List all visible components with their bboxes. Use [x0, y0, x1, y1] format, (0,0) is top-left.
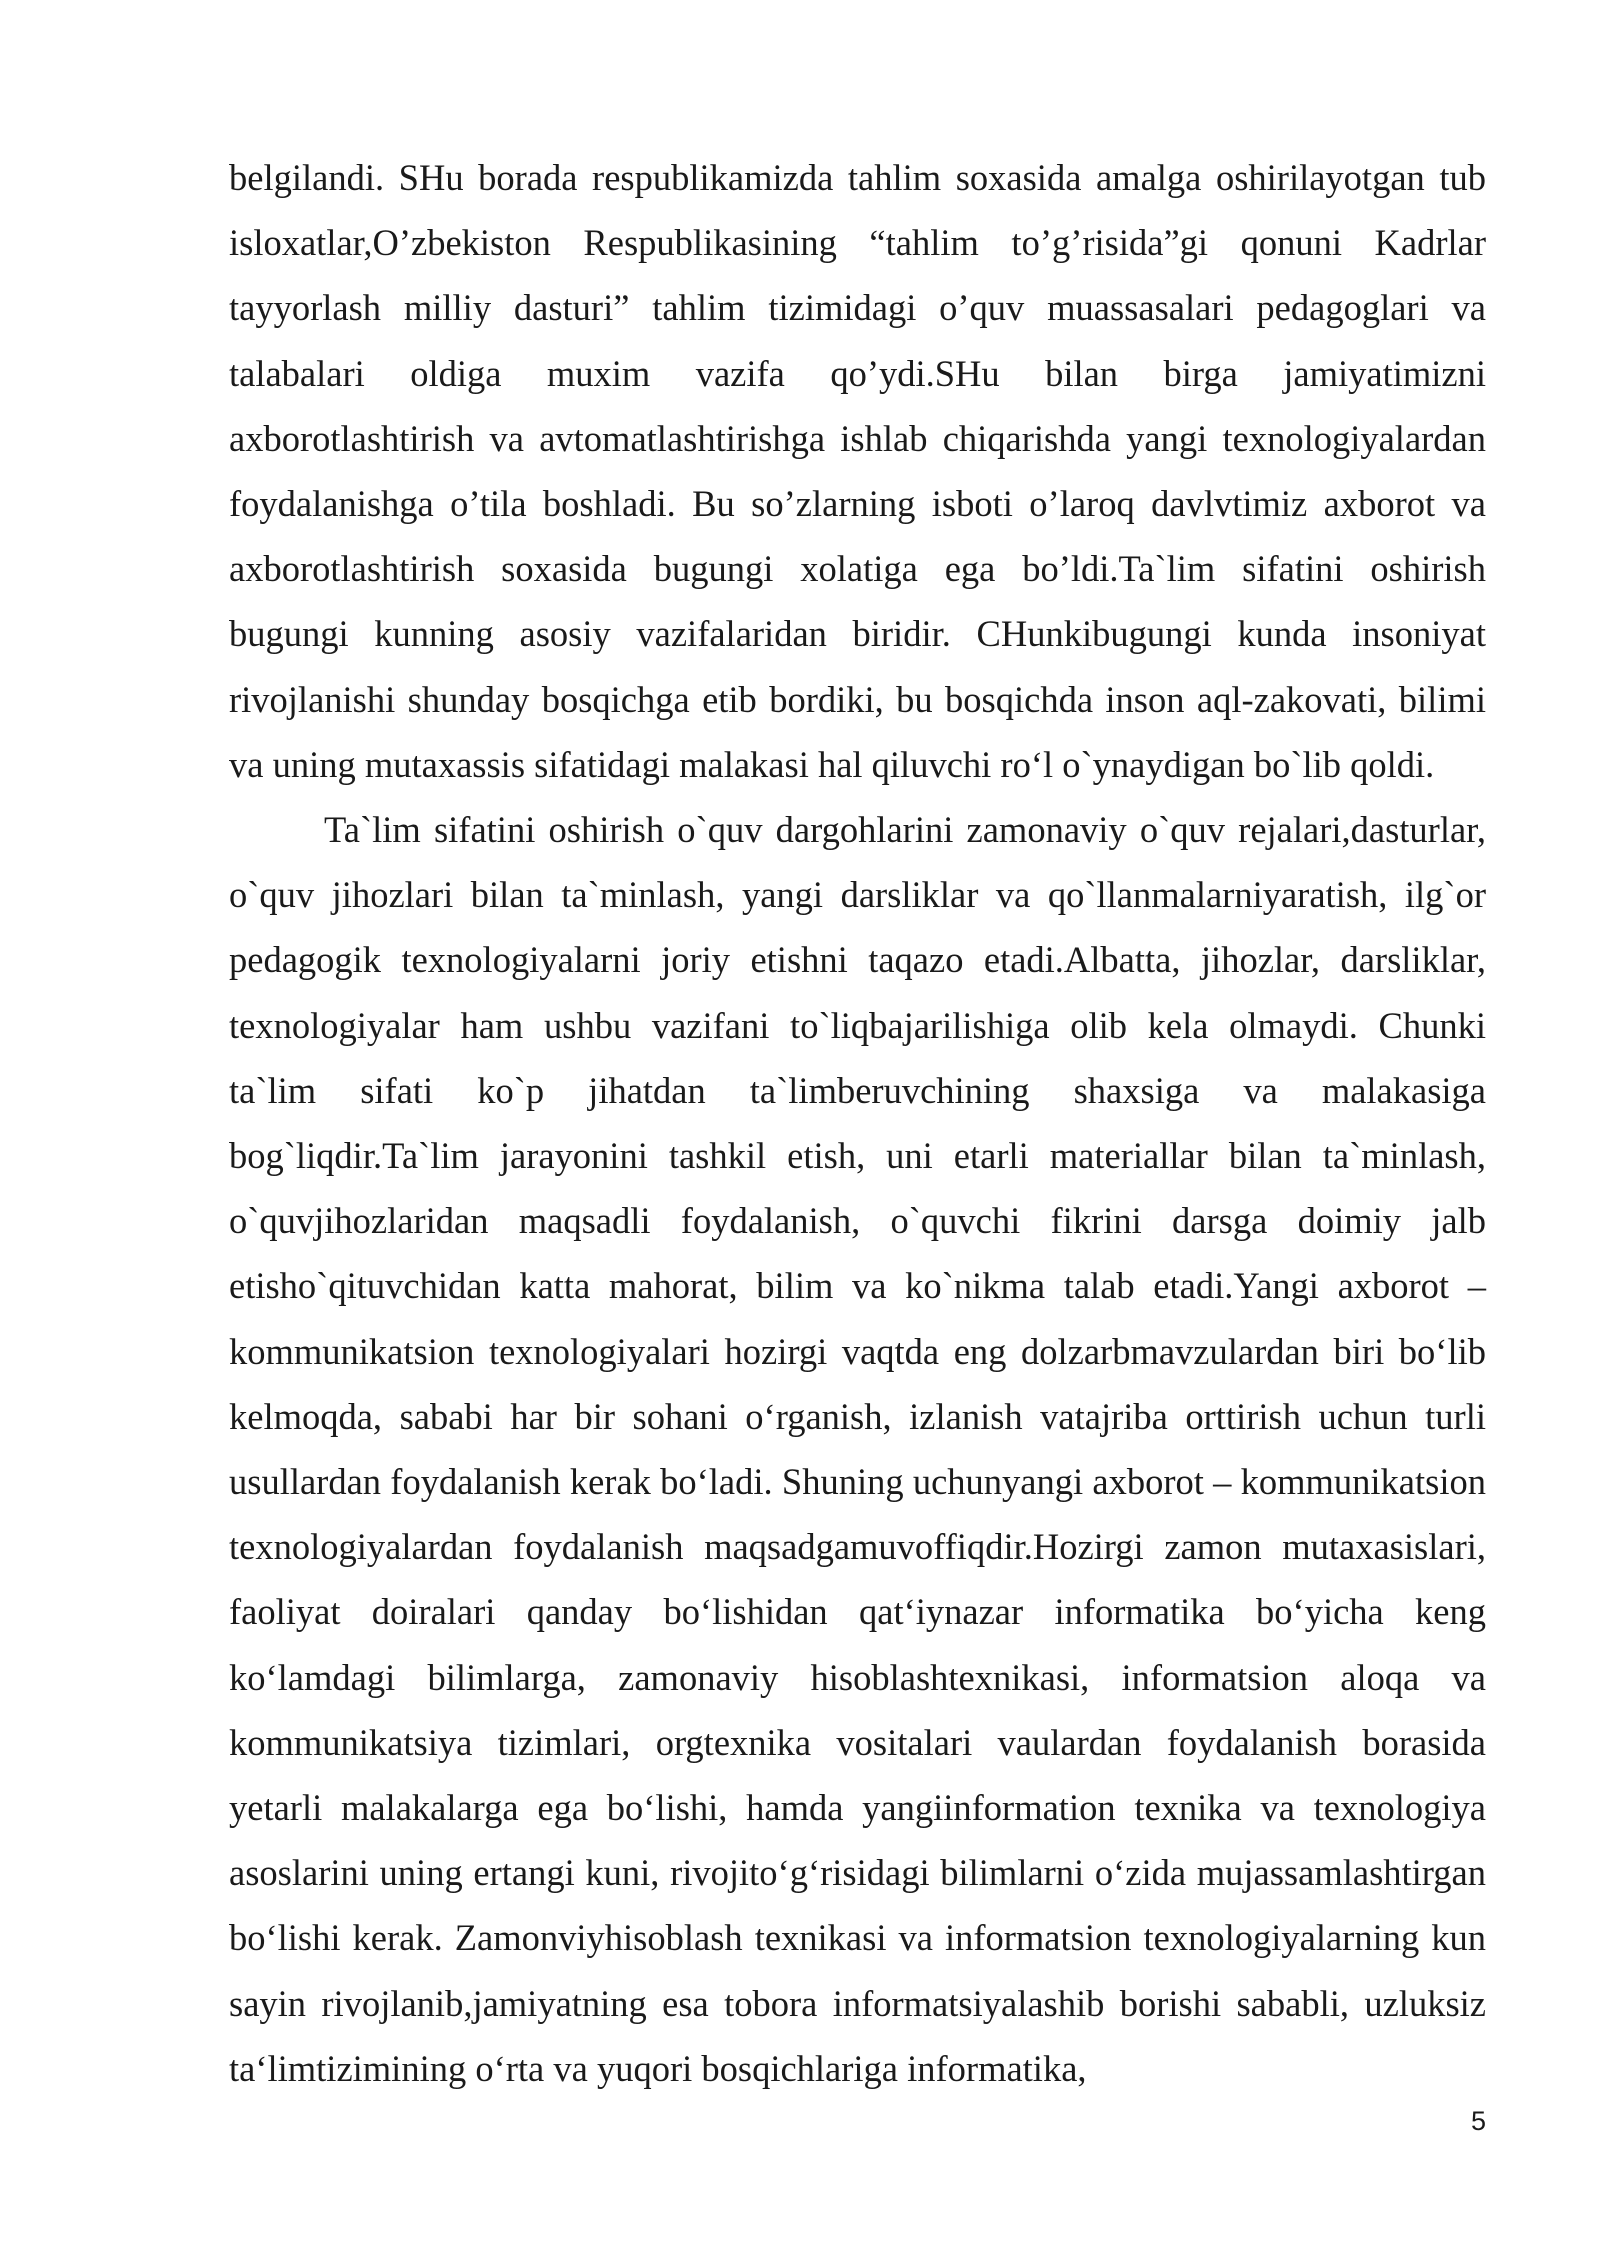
paragraph-1: belgilandi. SHu borada respublikamizda tahlim soxasida amalga oshirilayotgan tub isloxatlar,O’zbekiston Respublikasining “tahlim to’g’risida”gi qonuni Kadrlar tayyorlash milliy dasturi” tahlim tizimidagi o’quv muassasalari pedagoglari va talabalari oldiga muxim vazifa qo’ydi.SHu bilan birga jamiyatimizni axborotlashtirish va avtomatlashtirishga ishlab chiqarishda yangi texnologiyalardan foydalanishga o’tila boshladi. Bu so’zlarning isboti o’laroq davlvtimiz axborot va axborotlashtirish soxasida bugungi xolatiga ega bo’ldi.Ta`lim sifatini oshirish bugungi kunning asosiy vazifalaridan biridir. CHunkibugungi kunda insoniyat rivojlanishi shunday bosqichga etib bordiki, bu bosqichda inson aql-zakovati, bilimi va uning mutaxassis sifatidagi malakasi hal qiluvchi ro‘l o`ynaydigan bo`lib qoldi.	[229, 157, 1486, 785]
document-body	[229, 145, 1486, 2101]
page-number: 5	[1470, 2106, 1486, 2136]
paragraph-2: Ta`lim sifatini oshirish o`quv dargohlarini zamonaviy o`quv rejalari,dasturlar, o`quv jihozlari bilan ta`minlash, yangi darsliklar va qo`llanmalarniyaratish, ilg`or pedagogik texnologiyalarni joriy etishni taqazo etadi.Albatta, jihozlar, darsliklar, texnologiyalar ham ushbu vazifani to`liqbajarilishiga olib kela olmaydi. Chunki ta`lim sifati ko`p jihatdan ta`limberuvchining shaxsiga va malakasiga bog`liqdir.Ta`lim jarayonini tashkil etish, uni etarli materiallar bilan ta`minlash, o`quvjihozlaridan maqsadli foydalanish, o`quvchi fikrini darsga doimiy jalb etisho`qituvchidan katta mahorat, bilim va ko`nikma talab etadi.Yangi axborot – kommunikatsion texnologiyalari hozirgi vaqtda eng dolzarbmavzulardan biri bo‘lib kelmoqda, sababi har bir sohani o‘rganish, izlanish vatajriba orttirish uchun turli usullardan foydalanish kerak bo‘ladi. Shuning uchunyangi axborot – kommunikatsion texnologiyalardan foydalanish maqsadgamuvoffiqdir.Hozirgi zamon mutaxasislari, faoliyat doiralari qanday bo‘lishidan qat‘iynazar informatika bo‘yicha keng ko‘lamdagi bilimlarga, zamonaviy hisoblashtexnikasi, informatsion aloqa va kommunikatsiya tizimlari, orgtexnika vositalari vaulardan foydalanish borasida yetarli malakalarga ega bo‘lishi, hamda yangiinformation texnika va texnologiya asoslarini uning ertangi kuni, rivojito‘g‘risidagi bilimlarni o‘zida mujassamlashtirgan bo‘lishi kerak. Zamonviyhisoblash texnikasi va informatsion texnologiyalarning kun sayin rivojlanib,jamiyatning esa tobora informatsiyalashib borishi sababli, uzluksiz ta‘limtizimining o‘rta va yuqori bosqichlariga informatika,	[229, 809, 1486, 2089]
